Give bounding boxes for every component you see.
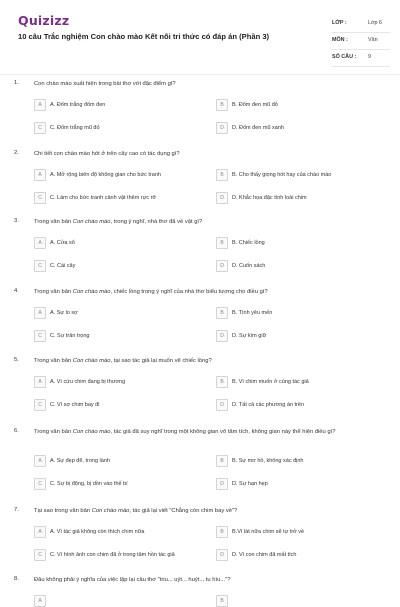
answer-option-b[interactable]: [216, 376, 386, 388]
option-text: B. Đốm đen mũ đỏ: [232, 101, 278, 108]
worksheet-header: [0, 0, 400, 72]
question-text: [34, 576, 386, 584]
answer-option-d[interactable]: [216, 399, 386, 411]
meta-row-subject: [332, 33, 390, 50]
option-text: C. Đốm trắng mũ đỏ: [50, 124, 100, 131]
question-text-part: , tại sao tác giả lại muốn vẽ chiếc lồng?: [110, 358, 212, 364]
work-title: Con chào mào: [72, 429, 111, 435]
option-letter-badge: B: [216, 455, 228, 467]
question-number: 3.: [14, 218, 19, 224]
question-text-part: , tác giả lại viết "Chẳng còn chim bay về"?: [129, 508, 238, 514]
option-text: A. Cửa sổ: [50, 239, 75, 246]
option-text: B. Sự mơ hồ, không xác định: [232, 457, 304, 464]
question-text-part: , trong ý nghĩ, nhà thơ đã về vật gì?: [110, 219, 203, 225]
option-letter-badge: D: [216, 192, 228, 204]
question-number: 1.: [14, 80, 19, 86]
question-text-part: Trong văn bản: [34, 289, 73, 295]
option-text: D. Đốm đen mũ xanh: [232, 124, 284, 131]
option-letter-badge: C: [34, 122, 46, 134]
answer-option-d[interactable]: [216, 549, 386, 561]
answer-option-b[interactable]: [216, 595, 386, 607]
option-letter-badge: A: [34, 99, 46, 111]
option-text: A. Sự đẹp đẽ, trong lành: [50, 457, 110, 464]
answer-option-b[interactable]: [216, 455, 386, 467]
option-letter-badge: C: [34, 478, 46, 490]
page-title: 10 câu Trắc nghiệm Con chào mào Kết nối tri thức có đáp án (Phần 3): [18, 32, 270, 41]
option-text: D. Sự kìm giữ: [232, 332, 267, 339]
question-text-part: Trong văn bản: [34, 219, 73, 225]
option-letter-badge: A: [34, 169, 46, 181]
meta-label: LỚP :: [332, 20, 347, 26]
answer-option-a[interactable]: [34, 526, 204, 538]
question-number: 2.: [14, 150, 19, 156]
option-text: C. Vì sợ chim bay đi: [50, 401, 100, 408]
option-letter-badge: C: [34, 399, 46, 411]
option-letter-badge: B: [216, 237, 228, 249]
option-letter-badge: A: [34, 526, 46, 538]
option-letter-badge: B: [216, 99, 228, 111]
header-divider: [0, 74, 400, 75]
question-text-part: , tác giả đã suy nghĩ trong một không gian vô tâm tích, không gian này thể hiện điều gì?: [110, 429, 336, 435]
option-text: A. Đốm trắng đốm đen: [50, 101, 106, 108]
question-number: 8.: [14, 576, 19, 582]
option-text: D. Cuốn sách: [232, 262, 266, 269]
option-text: C. Vì hình ảnh con chim đã ở trong tâm hồn tác giả: [50, 551, 175, 558]
meta-value: Lớp 6: [368, 20, 383, 26]
option-letter-badge: D: [216, 478, 228, 490]
option-text: B.Vì lát nữa chim sẽ tự trở về: [232, 528, 305, 535]
option-text: A. Sự lo sợ: [50, 309, 78, 316]
answer-option-c[interactable]: [34, 192, 204, 204]
work-title: Con chào mào: [72, 219, 111, 225]
answer-option-a[interactable]: [34, 169, 204, 181]
option-letter-badge: C: [34, 260, 46, 272]
option-text: C. Làm cho bức tranh cảnh vật thêm rực rỡ: [50, 194, 157, 201]
option-text: C. Cái cây: [50, 262, 76, 269]
answer-option-a[interactable]: [34, 99, 204, 111]
answer-option-d[interactable]: [216, 260, 386, 272]
work-title: Con chào mào: [72, 289, 111, 295]
option-letter-badge: B: [216, 307, 228, 319]
question-text: [34, 507, 386, 515]
question-text: [34, 288, 386, 296]
option-letter-badge: B: [216, 595, 228, 607]
answer-option-b[interactable]: [216, 526, 386, 538]
question-text-part: Con chào mào xuất hiện trong bài thơ với đặc điểm gì?: [34, 81, 176, 87]
option-text: A. Vì cứu chim đang bị thương: [50, 378, 126, 385]
option-letter-badge: A: [34, 595, 46, 607]
quizizz-logo: Quizizz: [18, 13, 70, 28]
answer-option-d[interactable]: [216, 122, 386, 134]
option-text: B. Vì chim muốn ở cùng tác giả: [232, 378, 309, 385]
option-text: C. Sự trân trọng: [50, 332, 90, 339]
option-text: D. Khắc họa đặc tính loài chim: [232, 194, 307, 201]
answer-option-b[interactable]: [216, 237, 386, 249]
answer-option-a[interactable]: [34, 376, 204, 388]
answer-option-b[interactable]: [216, 307, 386, 319]
question-number: 6.: [14, 428, 19, 434]
question-text: [34, 357, 386, 365]
option-text: A. Vì tác giả không còn thích chim nữa: [50, 528, 145, 535]
answer-option-c[interactable]: [34, 260, 204, 272]
question-text-part: Trong văn bản: [34, 429, 73, 435]
meta-value: Văn: [368, 37, 378, 43]
question-number: 5.: [14, 357, 19, 363]
answer-option-a[interactable]: [34, 455, 204, 467]
option-text: B. Chiếc lồng: [232, 239, 265, 246]
answer-option-a[interactable]: [34, 595, 204, 607]
option-letter-badge: A: [34, 237, 46, 249]
question-text-part: Chi tiết con chào mào hót ở trên cây cao có tác dụng gì?: [34, 151, 180, 157]
answer-option-d[interactable]: [216, 478, 386, 490]
option-letter-badge: A: [34, 455, 46, 467]
meta-row-grade: [332, 16, 390, 33]
question-text-part: Đâu không phải ý nghĩa của việc lặp lại câu thơ "triu... uýt... huýt... tu hìu..."?: [34, 577, 231, 583]
answer-option-b[interactable]: [216, 99, 386, 111]
option-letter-badge: C: [34, 330, 46, 342]
option-text: D. Tất cả các phương án trên: [232, 401, 305, 408]
meta-row-count: [332, 50, 390, 67]
answer-option-a[interactable]: [34, 237, 204, 249]
question-text-part: Tại sao trong văn bản: [34, 508, 92, 514]
answer-option-a[interactable]: [34, 307, 204, 319]
question-text: [34, 80, 386, 88]
question-text-part: Trong văn bản: [34, 358, 73, 364]
option-letter-badge: A: [34, 376, 46, 388]
work-title: Con chào mào: [91, 508, 130, 514]
question-text-part: , chiếc lồng trong ý nghĩ của nhà thơ biểu tượng cho điều gì?: [110, 289, 268, 295]
question-text: [34, 428, 386, 436]
option-letter-badge: C: [34, 192, 46, 204]
option-text: A. Mở rộng biên độ không gian cho bức tranh: [50, 171, 161, 178]
option-text: D. Vì con chim đã mất tích: [232, 551, 297, 558]
option-letter-badge: D: [216, 330, 228, 342]
answer-option-c[interactable]: [34, 549, 204, 561]
work-title: Con chào mào: [72, 358, 111, 364]
option-letter-badge: D: [216, 260, 228, 272]
answer-option-b[interactable]: [216, 169, 386, 181]
option-letter-badge: C: [34, 549, 46, 561]
question-number: 4.: [14, 288, 19, 294]
option-letter-badge: D: [216, 122, 228, 134]
answer-option-d[interactable]: [216, 330, 386, 342]
option-text: D. Sự hạn hẹp: [232, 480, 268, 487]
option-letter-badge: D: [216, 399, 228, 411]
option-text: C. Sự bị động, bị dồn vào thế bí: [50, 480, 128, 487]
answer-option-c[interactable]: [34, 122, 204, 134]
option-letter-badge: B: [216, 526, 228, 538]
question-number: 7.: [14, 507, 19, 513]
answer-option-c[interactable]: [34, 478, 204, 490]
meta-label: SỐ CÂU :: [332, 54, 357, 60]
option-letter-badge: B: [216, 169, 228, 181]
option-letter-badge: D: [216, 549, 228, 561]
option-letter-badge: A: [34, 307, 46, 319]
meta-table: [332, 16, 390, 67]
answer-option-c[interactable]: [34, 330, 204, 342]
option-text: B. Tình yêu mến: [232, 309, 273, 316]
option-text: B. Cho thấy giọng hót hay của chào mào: [232, 171, 332, 178]
meta-value: 9: [368, 54, 371, 60]
meta-label: MÔN :: [332, 37, 348, 43]
question-text: [34, 218, 386, 226]
option-letter-badge: B: [216, 376, 228, 388]
answer-option-c[interactable]: [34, 399, 204, 411]
question-text: [34, 150, 386, 158]
answer-option-d[interactable]: [216, 192, 386, 204]
